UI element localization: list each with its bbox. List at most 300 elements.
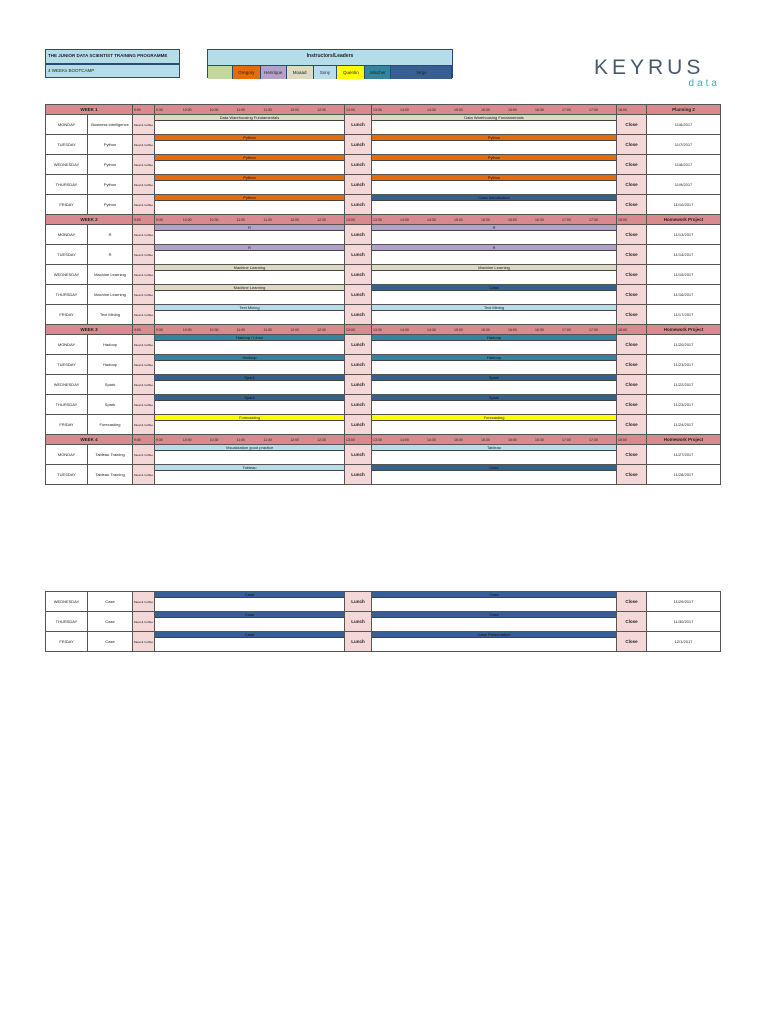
close-cell: Close [617,135,647,155]
time-slots [372,215,617,225]
time-label: 17:00 [562,327,571,332]
morning-session [155,592,345,612]
morning-session-bar: Python [155,175,344,181]
day-date: 11/13/2017 [647,225,721,245]
day-row [46,305,721,325]
day-topic: Python [88,135,133,155]
close-cell: Close [617,465,647,485]
time-label: 16:30 [535,437,544,442]
time-label: 18:00 [617,325,647,335]
lunch-cell: Lunch [345,115,372,135]
instructor-swatch: Moaad [287,66,314,79]
afternoon-session [372,135,617,155]
instructors-title: Instructors/Leaders [306,53,354,59]
time-label: 9:30 [156,327,163,332]
morning-session [155,305,345,325]
time-label: 9:00 [133,105,155,115]
day-date: 12/1/2017 [647,632,721,652]
close-cell: Close [617,265,647,285]
morning-session [155,225,345,245]
week-header-row [46,215,721,225]
close-cell: Close [617,415,647,435]
time-label: 16:00 [508,437,517,442]
afternoon-session-bar: Machine Learning [372,265,616,271]
meal-cell: Meal & Coffee [133,375,155,395]
afternoon-session [372,195,617,215]
time-slots [372,105,617,115]
time-label: 16:00 [508,327,517,332]
time-label: 15:00 [454,437,463,442]
lunch-cell: Lunch [345,375,372,395]
day-date: 11/7/2017 [647,135,721,155]
afternoon-session [372,632,617,652]
morning-session [155,395,345,415]
afternoon-session-bar: Python [372,175,616,181]
meal-cell: Meal & Coffee [133,355,155,375]
time-label: 15:30 [481,217,490,222]
time-label: 13:30 [373,217,382,222]
close-cell: Close [617,175,647,195]
week-header-row [46,325,721,335]
morning-session [155,415,345,435]
day-date: 11/29/2017 [647,592,721,612]
afternoon-session-bar: Python [372,135,616,141]
lunch-cell: Lunch [345,225,372,245]
close-cell: Close [617,285,647,305]
time-label: 14:30 [427,107,436,112]
morning-session-bar: Case [155,592,344,598]
day-name: WEDNESDAY [46,375,88,395]
meal-cell: Meal & Coffee [133,632,155,652]
instructor-swatch: Mischer [365,66,391,79]
schedule-table [45,104,721,485]
time-label: 12:00 [290,437,300,442]
time-label: 10:30 [209,327,219,332]
close-cell: Close [617,375,647,395]
close-cell: Close [617,155,647,175]
day-topic: Case [88,632,133,652]
time-label: 12:30 [317,437,326,442]
morning-session [155,135,345,155]
week-header-row [46,105,721,115]
time-label: 11:00 [236,107,246,112]
lunch-cell: Lunch [345,335,372,355]
day-row [46,592,721,612]
lunch-cell: Lunch [345,395,372,415]
time-label: 12:00 [290,217,300,222]
day-row [46,612,721,632]
afternoon-session [372,115,617,135]
time-slots [155,215,345,225]
afternoon-session [372,445,617,465]
morning-session [155,175,345,195]
afternoon-session [372,175,617,195]
day-row [46,632,721,652]
day-name: THURSDAY [46,395,88,415]
day-row [46,335,721,355]
lunch-cell: Lunch [345,135,372,155]
day-row [46,395,721,415]
lunch-cell: Lunch [345,175,372,195]
morning-session-bar: Python [155,155,344,161]
time-label: 11:30 [263,217,272,222]
time-label: 17:30 [589,437,598,442]
afternoon-session [372,305,617,325]
time-label: 17:00 [562,107,571,112]
instructor-swatch: Sony [314,66,338,79]
day-row [46,135,721,155]
time-label: 10:30 [209,217,219,222]
close-cell: Close [617,395,647,415]
day-row [46,375,721,395]
meal-cell: Meal & Coffee [133,335,155,355]
time-label: 13:30 [373,437,382,442]
morning-session [155,375,345,395]
day-topic: Python [88,175,133,195]
morning-session [155,245,345,265]
time-label: 15:30 [481,107,490,112]
time-label: 14:30 [427,437,436,442]
day-topic: Machine Learning [88,265,133,285]
time-label: 17:30 [589,107,598,112]
day-date: 11/14/2017 [647,245,721,265]
morning-session [155,195,345,215]
day-row [46,115,721,135]
time-label: 10:00 [182,217,192,222]
day-row [46,355,721,375]
time-label: 17:00 [562,217,571,222]
time-label: 13:00 [345,435,372,445]
afternoon-session [372,225,617,245]
meal-cell: Meal & Coffee [133,175,155,195]
morning-session-bar: R [155,245,344,251]
day-date: 11/22/2017 [647,375,721,395]
time-label: 14:00 [400,217,409,222]
afternoon-session-bar: Case Presentation [372,632,616,638]
day-date: 11/9/2017 [647,175,721,195]
day-name: MONDAY [46,335,88,355]
afternoon-session-bar: Case [372,465,616,471]
afternoon-session-bar: R [372,225,616,231]
time-label: 16:30 [535,107,544,112]
afternoon-session-bar: Case [372,285,616,291]
morning-session-bar: Hadoop [155,355,344,361]
time-label: 12:00 [290,327,300,332]
day-name: FRIDAY [46,415,88,435]
lunch-cell: Lunch [345,305,372,325]
morning-session [155,285,345,305]
week-note: Homework Project [647,435,721,445]
day-name: WEDNESDAY [46,155,88,175]
afternoon-session-bar: Python [372,155,616,161]
lunch-cell: Lunch [345,445,372,465]
morning-session-bar: Python [155,135,344,141]
afternoon-session [372,155,617,175]
day-date: 11/17/2017 [647,305,721,325]
morning-session [155,355,345,375]
week-label: WEEK 2 [46,215,133,225]
program-title-box [45,49,180,64]
afternoon-session [372,285,617,305]
time-slots [372,435,617,445]
day-date: 11/15/2017 [647,265,721,285]
afternoon-session-bar: Hadoop [372,355,616,361]
day-topic: Tableau Training [88,465,133,485]
day-name: THURSDAY [46,612,88,632]
time-label: 9:00 [133,325,155,335]
week-note: Planning 2 [647,105,721,115]
time-label: 13:30 [373,327,382,332]
close-cell: Close [617,115,647,135]
time-label: 17:30 [589,327,598,332]
time-label: 17:30 [589,217,598,222]
time-label: 10:00 [182,437,192,442]
day-name: THURSDAY [46,285,88,305]
morning-session-bar: Case [155,612,344,618]
day-date: 11/10/2017 [647,195,721,215]
time-slots [372,325,617,335]
time-label: 9:00 [133,435,155,445]
time-label: 14:30 [427,327,436,332]
day-name: TUESDAY [46,355,88,375]
morning-session-bar: Case [155,632,344,638]
day-name: TUESDAY [46,465,88,485]
time-label: 9:30 [156,437,163,442]
morning-session [155,612,345,632]
day-date: 11/30/2017 [647,612,721,632]
day-topic: Python [88,195,133,215]
day-topic: Machine Learning [88,285,133,305]
morning-session-bar: R [155,225,344,231]
program-subtitle: 4 WEEKs BOOTCAMP [48,68,95,73]
afternoon-session [372,335,617,355]
day-topic: Text Mining [88,305,133,325]
time-label: 17:00 [562,437,571,442]
time-label: 14:30 [427,217,436,222]
day-date: 11/16/2017 [647,285,721,305]
time-label: 10:00 [182,327,192,332]
time-label: 15:30 [481,327,490,332]
afternoon-session [372,375,617,395]
afternoon-session [372,355,617,375]
day-row [46,445,721,465]
week-header-row [46,435,721,445]
day-name: MONDAY [46,225,88,245]
day-date: 11/27/2017 [647,445,721,465]
afternoon-session [372,465,617,485]
time-label: 15:30 [481,437,490,442]
afternoon-session [372,245,617,265]
morning-session-bar: Hadoop / Linux [155,335,344,341]
day-topic: Business Intelligence [88,115,133,135]
morning-session-bar: Tableau [155,465,344,471]
week-label: WEEK 3 [46,325,133,335]
day-topic: Tableau Training [88,445,133,465]
meal-cell: Meal & Coffee [133,135,155,155]
lunch-cell: Lunch [345,612,372,632]
meal-cell: Meal & Coffee [133,305,155,325]
time-label: 10:30 [209,107,219,112]
time-label: 18:00 [617,215,647,225]
day-topic: Hadoop [88,355,133,375]
morning-session [155,115,345,135]
time-label: 9:30 [156,217,163,222]
day-row [46,225,721,245]
instructor-swatch: Jorge [391,66,452,79]
time-label: 16:30 [535,217,544,222]
morning-session-bar: Data Warehousing Fundamentals [155,115,344,121]
time-label: 12:30 [317,217,326,222]
afternoon-session-bar: Spark [372,395,616,401]
time-label: 15:00 [454,327,463,332]
time-label: 13:00 [345,325,372,335]
day-row [46,245,721,265]
afternoon-session-bar: Hadoop [372,335,616,341]
morning-session [155,335,345,355]
close-cell: Close [617,445,647,465]
time-label: 18:00 [617,105,647,115]
time-slots [155,435,345,445]
week-note: Homework Project [647,325,721,335]
time-label: 16:00 [508,217,517,222]
day-name: TUESDAY [46,135,88,155]
day-date: 11/20/2017 [647,335,721,355]
day-name: TUESDAY [46,245,88,265]
day-topic: Case [88,612,133,632]
close-cell: Close [617,592,647,612]
close-cell: Close [617,612,647,632]
time-label: 9:00 [133,215,155,225]
time-label: 13:30 [373,107,382,112]
lunch-cell: Lunch [345,285,372,305]
morning-session-bar: Spark [155,395,344,401]
day-date: 11/8/2017 [647,155,721,175]
day-date: 11/6/2017 [647,115,721,135]
day-row [46,175,721,195]
lunch-cell: Lunch [345,355,372,375]
morning-session [155,155,345,175]
close-cell: Close [617,245,647,265]
morning-session-bar: Python [155,195,344,201]
close-cell: Close [617,335,647,355]
morning-session [155,465,345,485]
instructor-swatch [208,66,233,79]
morning-session-bar: Machine Learning [155,285,344,291]
meal-cell: Meal & Coffee [133,592,155,612]
afternoon-session-bar: Text Mining [372,305,616,311]
close-cell: Close [617,632,647,652]
afternoon-session-bar: Forecasting [372,415,616,421]
lunch-cell: Lunch [345,155,372,175]
instructor-swatch: Quentin [337,66,365,79]
day-name: THURSDAY [46,175,88,195]
time-label: 15:00 [454,217,463,222]
time-label: 11:30 [263,107,272,112]
lunch-cell: Lunch [345,592,372,612]
time-label: 13:00 [345,215,372,225]
afternoon-session-bar: Spark [372,375,616,381]
time-label: 18:00 [617,435,647,445]
day-name: FRIDAY [46,195,88,215]
close-cell: Close [617,225,647,245]
day-topic: Hadoop [88,335,133,355]
afternoon-session [372,592,617,612]
day-name: FRIDAY [46,305,88,325]
morning-session-bar: Visualization good practice [155,445,344,451]
afternoon-session-bar: Case [372,592,616,598]
afternoon-session [372,415,617,435]
day-date: 11/24/2017 [647,415,721,435]
time-label: 15:00 [454,107,463,112]
time-label: 11:30 [263,327,272,332]
close-cell: Close [617,195,647,215]
time-label: 12:30 [317,107,326,112]
time-label: 16:30 [535,327,544,332]
lunch-cell: Lunch [345,465,372,485]
time-slots [155,105,345,115]
program-subtitle-box [45,64,180,78]
morning-session-bar: Spark [155,375,344,381]
morning-session-bar: Text Mining [155,305,344,311]
week-note: Homework Project [647,215,721,225]
instructors-legend [207,49,453,78]
day-row [46,195,721,215]
day-row [46,285,721,305]
day-row [46,265,721,285]
instructor-swatch: Gregory [233,66,261,79]
logo-subtext: data [688,78,720,89]
afternoon-session-bar: Case [372,612,616,618]
day-name: WEDNESDAY [46,265,88,285]
day-topic: Case [88,592,133,612]
day-topic: Spark [88,375,133,395]
time-label: 11:00 [236,217,246,222]
day-row [46,465,721,485]
afternoon-session-bar: R [372,245,616,251]
afternoon-session-bar: Data Warehousing Fundamentals [372,115,616,121]
meal-cell: Meal & Coffee [133,155,155,175]
lunch-cell: Lunch [345,195,372,215]
close-cell: Close [617,305,647,325]
meal-cell: Meal & Coffee [133,285,155,305]
time-label: 14:00 [400,437,409,442]
afternoon-session-bar: Tableau [372,445,616,451]
day-topic: R [88,225,133,245]
meal-cell: Meal & Coffee [133,395,155,415]
logo-text: KEYRUS [594,56,705,79]
morning-session [155,445,345,465]
day-name: MONDAY [46,445,88,465]
time-slots [155,325,345,335]
morning-session [155,632,345,652]
lunch-cell: Lunch [345,265,372,285]
meal-cell: Meal & Coffee [133,612,155,632]
instructors-row [208,65,452,79]
meal-cell: Meal & Coffee [133,195,155,215]
time-label: 12:00 [290,107,300,112]
afternoon-session [372,265,617,285]
day-topic: Forecasting [88,415,133,435]
day-row [46,155,721,175]
meal-cell: Meal & Coffee [133,115,155,135]
meal-cell: Meal & Coffee [133,245,155,265]
time-label: 13:00 [345,105,372,115]
time-label: 10:00 [182,107,192,112]
time-label: 10:30 [209,437,219,442]
instructor-swatch: Henrique [261,66,287,79]
time-label: 12:30 [317,327,326,332]
day-row [46,415,721,435]
